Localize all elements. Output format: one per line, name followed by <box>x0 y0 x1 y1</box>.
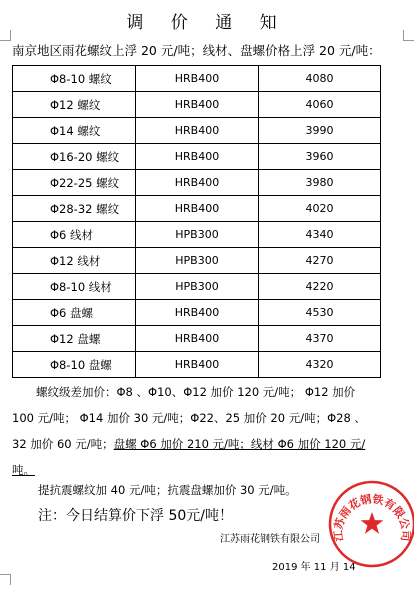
table-row <box>13 196 381 222</box>
grade-cell: HPB300 <box>136 222 259 248</box>
table-row <box>13 352 381 378</box>
table-row <box>13 274 381 300</box>
document-date: 2019 年 11 月 14 <box>272 562 356 573</box>
company-seal <box>326 478 414 570</box>
grade-cell: HRB400 <box>136 326 259 352</box>
grade-surcharge-note <box>12 379 372 483</box>
coil-wire-surcharge-text: 盘螺 Φ6 加价 210 元/吨；线材 Φ6 加价 120 元/吨。 <box>12 437 366 477</box>
table-row <box>13 300 381 326</box>
grade-cell: HRB400 <box>136 118 259 144</box>
price-cell: 3960 <box>259 144 381 170</box>
price-cell: 4370 <box>259 326 381 352</box>
anti-seismic-note: 提抗震螺纹加 40 元/吨；抗震盘螺加价 30 元/吨。 <box>38 483 297 497</box>
grade-cell: HRB400 <box>136 300 259 326</box>
seal-star-icon <box>361 512 384 534</box>
price-cell: 4340 <box>259 222 381 248</box>
grade-cell: HRB400 <box>136 352 259 378</box>
grade-cell: HPB300 <box>136 248 259 274</box>
spec-cell: Φ16-20 螺纹 <box>13 144 136 170</box>
grade-cell: HRB400 <box>136 92 259 118</box>
company-name: 江苏雨花钢铁有限公司 <box>220 534 320 545</box>
price-cell: 3990 <box>259 118 381 144</box>
grade-cell: HPB300 <box>136 274 259 300</box>
spec-cell: Φ12 线材 <box>13 248 136 274</box>
table-row <box>13 170 381 196</box>
spec-cell: Φ14 螺纹 <box>13 118 136 144</box>
intro-text: 南京地区雨花螺纹上浮 20 元/吨；线材、盘螺价格上浮 20 元/吨： <box>12 43 381 58</box>
document-title: 调 价 通 知 <box>126 13 288 33</box>
seal-text: 江苏雨花钢铁有限公司 <box>331 492 413 542</box>
grade-cell: HRB400 <box>136 144 259 170</box>
price-cell: 4530 <box>259 300 381 326</box>
table-row <box>13 222 381 248</box>
surcharge-text: 螺纹级差加价：Φ8 、Φ10、Φ12 加价 120 元/吨； Φ12 加价 100 元/吨； Φ14 加价 30 元/吨；Φ22、25 加价 20 元/吨；Φ28 、32 加价 60 元/吨； <box>12 385 366 451</box>
spec-cell: Φ8-10 螺纹 <box>13 66 136 92</box>
price-cell: 4060 <box>259 92 381 118</box>
spec-cell: Φ8-10 盘螺 <box>13 352 136 378</box>
spec-cell: Φ6 线材 <box>13 222 136 248</box>
grade-cell: HRB400 <box>136 66 259 92</box>
price-cell: 4080 <box>259 66 381 92</box>
grade-cell: HRB400 <box>136 196 259 222</box>
price-cell: 4220 <box>259 274 381 300</box>
spec-cell: Φ22-25 螺纹 <box>13 170 136 196</box>
table-row <box>13 326 381 352</box>
margin-corner-bottom-left <box>0 574 11 585</box>
spec-cell: Φ6 盘螺 <box>13 300 136 326</box>
price-table <box>12 65 381 378</box>
grade-cell: HRB400 <box>136 170 259 196</box>
settlement-remark: 注：今日结算价下浮 50元/吨！ <box>38 508 233 524</box>
table-row <box>13 248 381 274</box>
price-cell: 3980 <box>259 170 381 196</box>
spec-cell: Φ28-32 螺纹 <box>13 196 136 222</box>
price-cell: 4020 <box>259 196 381 222</box>
table-row <box>13 92 381 118</box>
price-cell: 4270 <box>259 248 381 274</box>
price-cell: 4320 <box>259 352 381 378</box>
table-row <box>13 66 381 92</box>
spec-cell: Φ12 盘螺 <box>13 326 136 352</box>
table-row <box>13 144 381 170</box>
spec-cell: Φ8-10 线材 <box>13 274 136 300</box>
table-row <box>13 118 381 144</box>
spec-cell: Φ12 螺纹 <box>13 92 136 118</box>
